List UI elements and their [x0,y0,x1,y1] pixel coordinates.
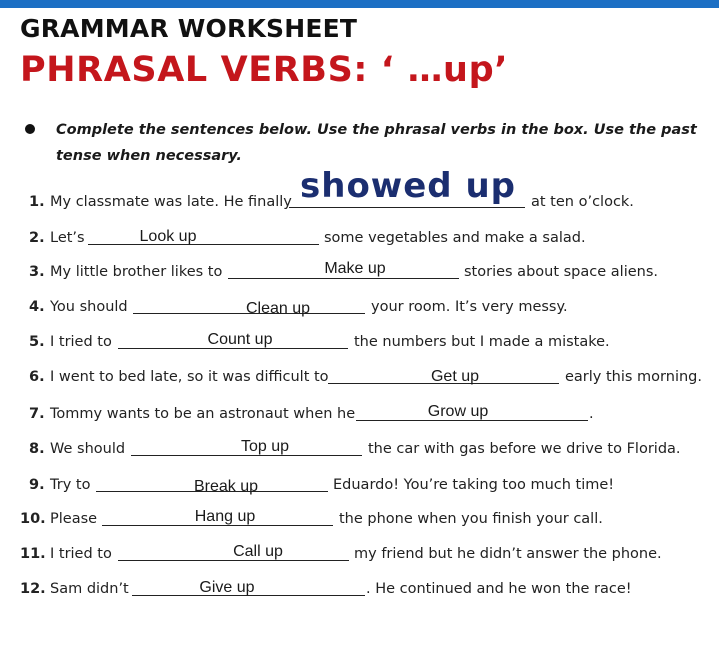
item-text-before: Tommy wants to be an astronaut when he [50,406,356,422]
item-text-before: We should [50,441,126,457]
answer-text: Hang up [194,508,256,525]
item-text-after: my friend but he didn’t answer the phone. [354,546,662,562]
item-text-after: some vegetables and make a salad. [324,230,586,246]
list-item [0,331,719,353]
item-text-before: You should [50,299,128,315]
answer-blank[interactable] [228,278,459,279]
item-text-after: the phone when you finish your call. [339,511,603,527]
item-text-after: your room. It’s very messy. [371,299,568,315]
answer-text: Make up [324,260,386,277]
item-number: 9. [29,477,45,493]
answer-text: Call up [233,543,283,560]
item-text-after: . [589,406,594,422]
item-number: 8. [29,441,45,457]
answer-text: Grow up [427,403,489,420]
item-text-before: Please [50,511,98,527]
item-number: 11. [20,546,46,562]
answer-text: Count up [207,331,273,348]
worksheet-subtitle: PHRASAL VERBS: ‘ …up’ [20,50,509,90]
instructions: Complete the sentences below. Use the phrasal verbs in the box. Use the past tense when necessary. [56,122,697,164]
answer-text: Look up [139,228,197,245]
item-text-before: My classmate was late. He finally [50,194,292,210]
list-item [0,403,719,425]
item-text-after: the car with gas before we drive to Florida. [368,441,681,457]
item-text-after: . He continued and he won the race! [366,581,632,597]
list-item [0,543,719,565]
item-text-after: at ten o’clock. [531,194,634,210]
answer-text: Break up [193,478,259,495]
item-text-after: early this morning. [565,369,702,385]
item-text-after: the numbers but I made a mistake. [354,334,610,350]
item-number: 5. [29,334,45,350]
item-text-before: Sam didn’t [50,581,129,597]
item-text-before: I tried to [50,546,112,562]
top-bar [0,0,719,8]
item-text-before: Try to [50,477,91,493]
item-text-after: Eduardo! You’re taking too much time! [333,477,615,493]
answer-text: Clean up [245,300,311,317]
worksheet-title: GRAMMAR WORKSHEET [20,14,358,43]
item-text-before: My little brother likes to [50,264,223,280]
item-number: 4. [29,299,45,315]
item-number: 1. [29,194,45,210]
item-number: 6. [29,369,45,385]
handwritten-answer: showed up [300,166,516,206]
list-item [0,508,719,530]
item-text-before: I tried to [50,334,112,350]
answer-text: Get up [430,368,480,385]
item-text-after: stories about space aliens. [464,264,658,280]
answer-blank[interactable] [289,207,525,208]
item-number: 12. [20,581,46,597]
list-item [0,438,719,460]
list-item [0,366,719,388]
item-number: 10. [20,511,46,527]
answer-text: Give up [199,579,255,596]
item-text-before: I went to bed late, so it was difficult to [50,369,329,385]
item-number: 3. [29,264,45,280]
list-item [0,296,719,318]
list-item [0,261,719,283]
item-text-before: Let’s [50,230,85,246]
answer-text: Top up [240,438,290,455]
item-number: 7. [29,406,45,422]
list-item [0,578,719,600]
bullet-icon [25,124,35,134]
item-number: 2. [29,230,45,246]
list-item [0,227,719,249]
list-item [0,474,719,496]
